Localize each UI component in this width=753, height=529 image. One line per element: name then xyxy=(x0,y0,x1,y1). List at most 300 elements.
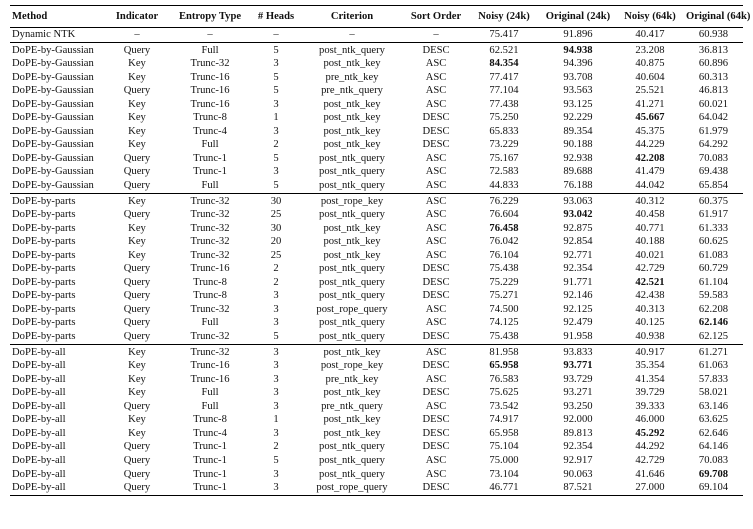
cell-method: DoPE-by-all xyxy=(12,400,66,412)
table-row xyxy=(10,303,743,317)
cell-indicator: Key xyxy=(128,249,146,261)
cell-original-64k: 64.292 xyxy=(698,139,729,151)
cell-noisy-64k: 40.917 xyxy=(616,344,684,359)
cell-entropy-type: Trunc-4 xyxy=(193,125,227,137)
cell-original-64k: 61.979 xyxy=(698,125,729,137)
cell-method: DoPE-by-parts xyxy=(12,276,76,288)
cell-heads: 3 xyxy=(273,166,279,178)
cell-criterion: post_rope_query xyxy=(316,303,388,315)
cell-noisy-64k: 42.208 xyxy=(635,152,665,164)
table-row xyxy=(10,165,743,179)
table-row xyxy=(10,111,743,125)
cell-noisy-24k: 46.771 xyxy=(468,481,540,495)
cell-criterion: – xyxy=(349,29,355,40)
cell-method: DoPE-by-Gaussian xyxy=(10,42,106,57)
cell-noisy-24k: 75.167 xyxy=(489,152,519,164)
cell-heads: 3 xyxy=(273,373,279,385)
cell-sort-order: DESC xyxy=(422,276,450,288)
cell-indicator: Query xyxy=(123,400,151,412)
cell-entropy-type: Trunc-1 xyxy=(193,152,227,164)
cell-indicator: Key xyxy=(128,414,146,426)
table-row xyxy=(10,413,743,427)
cell-heads: 3 xyxy=(273,98,279,110)
cell-original-24k: 92.229 xyxy=(563,112,593,124)
cell-method: DoPE-by-parts xyxy=(12,303,76,315)
cell-heads: 3 xyxy=(273,427,279,439)
cell-method: DoPE-by-all xyxy=(12,427,66,439)
cell-noisy-24k: 75.229 xyxy=(489,276,519,288)
cell-sort-order: ASC xyxy=(404,193,468,208)
cell-indicator: Key xyxy=(128,360,146,372)
cell-method: DoPE-by-parts xyxy=(12,249,76,261)
cell-noisy-24k: 76.458 xyxy=(489,222,519,234)
cell-original-24k: 92.875 xyxy=(563,222,593,234)
cell-criterion: post_ntk_key xyxy=(323,236,381,248)
cell-original-64k: 62.125 xyxy=(698,331,729,343)
cell-noisy-64k: 44.042 xyxy=(635,180,665,192)
cell-entropy-type: Trunc-32 xyxy=(190,222,230,234)
cell-heads: 5 xyxy=(273,85,279,97)
cell-original-24k: 89.813 xyxy=(563,427,593,439)
cell-method: DoPE-by-parts xyxy=(12,209,76,221)
table-row xyxy=(10,57,743,71)
cell-criterion: post_ntk_query xyxy=(319,180,385,192)
cell-heads: 30 xyxy=(270,222,282,234)
cell-indicator: Key xyxy=(128,98,146,110)
table-row xyxy=(10,468,743,482)
cell-original-64k: 69.708 xyxy=(698,468,729,480)
cell-original-24k: 90.188 xyxy=(563,139,593,151)
cell-original-64k: 60.938 xyxy=(698,29,729,40)
cell-entropy-type: – xyxy=(207,29,213,40)
cell-original-24k: 91.771 xyxy=(563,276,593,288)
cell-original-24k: 92.938 xyxy=(563,152,593,164)
table-group xyxy=(10,193,743,344)
cell-sort-order: ASC xyxy=(425,98,447,110)
cell-original-64k: 60.021 xyxy=(698,98,729,110)
cell-original-64k: 36.813 xyxy=(684,42,743,57)
cell-noisy-64k: 40.458 xyxy=(635,209,665,221)
cell-noisy-24k: 75.417 xyxy=(489,29,519,40)
cell-sort-order: DESC xyxy=(422,112,450,124)
cell-original-64k: 46.813 xyxy=(698,85,729,97)
cell-original-24k: 92.146 xyxy=(563,290,593,302)
table-row xyxy=(10,386,743,400)
header-indicator: Indicator xyxy=(106,6,168,28)
cell-heads: 3 xyxy=(273,290,279,302)
header-row xyxy=(10,6,743,28)
cell-noisy-24k: 65.958 xyxy=(489,360,519,372)
cell-entropy-type: Trunc-32 xyxy=(190,303,230,315)
cell-criterion: post_ntk_query xyxy=(300,42,404,57)
cell-indicator: Key xyxy=(128,427,146,439)
cell-noisy-64k: 42.521 xyxy=(635,276,665,288)
cell-method: DoPE-by-all xyxy=(12,414,66,426)
cell-original-24k: 92.479 xyxy=(563,317,593,329)
cell-sort-order: ASC xyxy=(425,222,447,234)
cell-sort-order: DESC xyxy=(422,427,450,439)
cell-entropy-type: Full xyxy=(201,139,219,151)
cell-indicator: Query xyxy=(123,441,151,453)
table-row xyxy=(10,179,743,193)
cell-heads: 20 xyxy=(270,236,282,248)
cell-method: DoPE-by-Gaussian xyxy=(12,180,94,192)
cell-indicator: Query xyxy=(106,42,168,57)
cell-original-64k: 61.271 xyxy=(684,344,743,359)
cell-heads: 25 xyxy=(270,209,282,221)
cell-criterion: post_ntk_key xyxy=(323,414,381,426)
cell-indicator: Key xyxy=(128,58,146,70)
cell-heads: 5 xyxy=(252,42,300,57)
cell-method: DoPE-by-Gaussian xyxy=(12,125,94,137)
table-row xyxy=(10,71,743,85)
cell-heads: 3 xyxy=(252,344,300,359)
cell-noisy-24k: 77.104 xyxy=(489,85,519,97)
cell-criterion: post_ntk_query xyxy=(319,454,385,466)
cell-entropy-type: Full xyxy=(201,400,219,412)
cell-criterion: pre_ntk_query xyxy=(321,400,383,412)
cell-noisy-24k: 75.104 xyxy=(489,441,519,453)
cell-sort-order: ASC xyxy=(425,166,447,178)
cell-noisy-64k: 41.646 xyxy=(635,468,665,480)
cell-noisy-24k: 65.833 xyxy=(489,125,519,137)
cell-heads: 1 xyxy=(273,112,279,124)
cell-indicator: Key xyxy=(128,125,146,137)
cell-sort-order: ASC xyxy=(425,249,447,261)
cell-noisy-24k: 73.542 xyxy=(489,400,519,412)
cell-noisy-24k: 76.229 xyxy=(468,193,540,208)
cell-original-64k: 60.625 xyxy=(698,236,729,248)
cell-method: DoPE-by-Gaussian xyxy=(12,85,94,97)
cell-entropy-type: Trunc-32 xyxy=(168,344,252,359)
cell-indicator: Key xyxy=(128,373,146,385)
cell-entropy-type: Trunc-16 xyxy=(190,263,230,275)
cell-method: DoPE-by-all xyxy=(12,454,66,466)
table-row xyxy=(10,42,743,57)
cell-original-64k: 61.917 xyxy=(698,209,729,221)
cell-original-64k: 64.146 xyxy=(698,441,729,453)
table-row xyxy=(10,98,743,112)
cell-entropy-type: Full xyxy=(168,42,252,57)
cell-method: DoPE-by-parts xyxy=(12,236,76,248)
cell-noisy-24k: 75.000 xyxy=(489,454,519,466)
cell-indicator: Query xyxy=(123,276,151,288)
table-row xyxy=(10,359,743,373)
cell-indicator: Key xyxy=(128,387,146,399)
cell-original-24k: 91.958 xyxy=(563,331,593,343)
cell-method: DoPE-by-parts xyxy=(10,193,106,208)
cell-noisy-64k: 40.313 xyxy=(635,303,665,315)
cell-method: DoPE-by-all xyxy=(10,344,106,359)
cell-entropy-type: Trunc-4 xyxy=(193,427,227,439)
results-table-container xyxy=(10,5,751,496)
cell-method: DoPE-by-parts xyxy=(12,290,76,302)
cell-sort-order: ASC xyxy=(425,303,447,315)
cell-noisy-24k: 72.583 xyxy=(489,166,519,178)
cell-method: DoPE-by-all xyxy=(12,360,66,372)
cell-sort-order: DESC xyxy=(422,360,450,372)
cell-method: Dynamic NTK xyxy=(12,29,76,40)
cell-criterion: post_ntk_query xyxy=(319,441,385,453)
cell-original-24k: 89.354 xyxy=(563,125,593,137)
cell-sort-order: DESC xyxy=(422,263,450,275)
cell-original-24k: 93.729 xyxy=(563,373,593,385)
table-row xyxy=(10,222,743,236)
header-original-24k: Original (24k) xyxy=(540,6,616,28)
cell-indicator: Key xyxy=(106,344,168,359)
cell-noisy-64k: 41.354 xyxy=(635,373,665,385)
table-row xyxy=(10,249,743,263)
table-row xyxy=(10,235,743,249)
table-row xyxy=(10,262,743,276)
cell-sort-order: ASC xyxy=(425,152,447,164)
cell-original-24k: 92.854 xyxy=(563,236,593,248)
cell-sort-order: DESC xyxy=(422,331,450,343)
cell-noisy-64k: 40.188 xyxy=(635,236,665,248)
cell-noisy-24k: 74.917 xyxy=(489,414,519,426)
table-row xyxy=(10,330,743,344)
cell-criterion: post_ntk_query xyxy=(319,263,385,275)
header-noisy-64k: Noisy (64k) xyxy=(616,6,684,28)
cell-entropy-type: Trunc-1 xyxy=(168,481,252,495)
cell-noisy-64k: 40.875 xyxy=(635,58,665,70)
cell-noisy-64k: 45.292 xyxy=(635,427,665,439)
cell-heads: 2 xyxy=(273,441,279,453)
header-criterion: Criterion xyxy=(300,6,404,28)
cell-sort-order: DESC xyxy=(422,290,450,302)
cell-noisy-24k: 81.958 xyxy=(468,344,540,359)
cell-noisy-24k: 65.958 xyxy=(489,427,519,439)
cell-heads: 5 xyxy=(273,71,279,83)
cell-sort-order: DESC xyxy=(422,139,450,151)
cell-entropy-type: Trunc-8 xyxy=(193,290,227,302)
cell-indicator: Query xyxy=(123,331,151,343)
cell-heads: 2 xyxy=(273,139,279,151)
cell-heads: 2 xyxy=(273,263,279,275)
cell-original-24k: 90.063 xyxy=(563,468,593,480)
cell-criterion: post_ntk_key xyxy=(323,222,381,234)
cell-noisy-64k: 41.479 xyxy=(635,166,665,178)
cell-noisy-24k: 44.833 xyxy=(489,180,519,192)
cell-original-64k: 57.833 xyxy=(698,373,729,385)
header-heads: # Heads xyxy=(252,6,300,28)
cell-original-64k: 63.146 xyxy=(698,400,729,412)
cell-entropy-type: Full xyxy=(201,387,219,399)
cell-sort-order: ASC xyxy=(425,85,447,97)
table-row xyxy=(10,400,743,414)
cell-noisy-64k: 23.208 xyxy=(616,42,684,57)
cell-criterion: post_ntk_key xyxy=(323,125,381,137)
cell-original-64k: 70.083 xyxy=(698,454,729,466)
cell-original-64k: 69.438 xyxy=(698,166,729,178)
cell-method: DoPE-by-all xyxy=(12,468,66,480)
cell-indicator: Key xyxy=(128,236,146,248)
cell-original-64k: 61.083 xyxy=(698,249,729,261)
cell-indicator: Key xyxy=(128,139,146,151)
table-row xyxy=(10,208,743,222)
header-method: Method xyxy=(10,6,106,28)
cell-original-64k: 69.104 xyxy=(684,481,743,495)
cell-noisy-24k: 84.354 xyxy=(489,58,519,70)
cell-noisy-24k: 73.104 xyxy=(489,468,519,480)
cell-noisy-64k: 40.021 xyxy=(635,249,665,261)
cell-indicator: Query xyxy=(106,481,168,495)
cell-noisy-64k: 39.729 xyxy=(635,387,665,399)
cell-indicator: Query xyxy=(123,209,151,221)
cell-indicator: Query xyxy=(123,317,151,329)
cell-method: DoPE-by-Gaussian xyxy=(12,71,94,83)
cell-indicator: Query xyxy=(123,303,151,315)
cell-sort-order: ASC xyxy=(425,373,447,385)
cell-method: DoPE-by-Gaussian xyxy=(12,112,94,124)
header-original-64k: Original (64k) xyxy=(684,6,743,28)
cell-original-24k: 91.896 xyxy=(563,29,593,40)
table-row xyxy=(10,276,743,290)
cell-original-24k: 93.708 xyxy=(563,71,593,83)
cell-original-64k: 59.583 xyxy=(698,290,729,302)
cell-noisy-24k: 76.042 xyxy=(489,236,519,248)
cell-noisy-64k: 42.729 xyxy=(635,263,665,275)
cell-original-64k: 70.083 xyxy=(698,152,729,164)
table-row xyxy=(10,344,743,359)
cell-noisy-24k: 73.229 xyxy=(489,139,519,151)
cell-sort-order: ASC xyxy=(425,180,447,192)
cell-entropy-type: Full xyxy=(201,180,219,192)
cell-original-24k: 92.354 xyxy=(563,263,593,275)
cell-method: DoPE-by-all xyxy=(12,441,66,453)
cell-criterion: post_ntk_key xyxy=(300,344,404,359)
table-group xyxy=(10,42,743,193)
cell-noisy-64k: 35.354 xyxy=(635,360,665,372)
cell-heads: 1 xyxy=(273,414,279,426)
cell-indicator: Key xyxy=(128,222,146,234)
cell-entropy-type: Trunc-1 xyxy=(193,454,227,466)
cell-sort-order: – xyxy=(433,29,439,40)
cell-criterion: post_ntk_key xyxy=(323,112,381,124)
cell-criterion: post_ntk_query xyxy=(319,468,385,480)
table-row xyxy=(10,440,743,454)
cell-noisy-64k: 42.729 xyxy=(635,454,665,466)
cell-original-24k: 93.042 xyxy=(563,209,593,221)
cell-method: DoPE-by-Gaussian xyxy=(12,166,94,178)
cell-original-24k: 94.938 xyxy=(540,42,616,57)
cell-method: DoPE-by-parts xyxy=(12,331,76,343)
cell-noisy-64k: 45.667 xyxy=(635,112,665,124)
cell-noisy-24k: 75.438 xyxy=(489,263,519,275)
cell-noisy-64k: 40.771 xyxy=(635,222,665,234)
header-noisy-24k: Noisy (24k) xyxy=(468,6,540,28)
cell-heads: 5 xyxy=(273,454,279,466)
cell-heads: 3 xyxy=(273,360,279,372)
cell-entropy-type: Trunc-32 xyxy=(190,236,230,248)
cell-sort-order: ASC xyxy=(425,400,447,412)
cell-original-64k: 58.021 xyxy=(698,387,729,399)
cell-entropy-type: Trunc-1 xyxy=(193,166,227,178)
cell-heads: 30 xyxy=(252,193,300,208)
cell-indicator: Query xyxy=(123,180,151,192)
cell-heads: 25 xyxy=(270,249,282,261)
header-entropy-type: Entropy Type xyxy=(168,6,252,28)
cell-method: DoPE-by-parts xyxy=(12,317,76,329)
cell-noisy-64k: 40.312 xyxy=(616,193,684,208)
cell-noisy-24k: 76.583 xyxy=(489,373,519,385)
cell-original-64k: 65.854 xyxy=(698,180,729,192)
table-row xyxy=(10,481,743,495)
cell-entropy-type: Trunc-1 xyxy=(193,468,227,480)
cell-noisy-64k: 40.604 xyxy=(635,71,665,83)
cell-criterion: post_ntk_query xyxy=(319,276,385,288)
cell-sort-order: ASC xyxy=(425,71,447,83)
cell-method: DoPE-by-all xyxy=(12,373,66,385)
table-header xyxy=(10,6,751,28)
cell-heads: 5 xyxy=(273,152,279,164)
cell-original-24k: 89.688 xyxy=(563,166,593,178)
cell-heads: 2 xyxy=(273,276,279,288)
cell-entropy-type: Full xyxy=(201,317,219,329)
cell-noisy-24k: 62.521 xyxy=(468,42,540,57)
cell-noisy-24k: 75.438 xyxy=(489,331,519,343)
cell-indicator: Query xyxy=(123,263,151,275)
cell-criterion: post_ntk_query xyxy=(319,290,385,302)
cell-original-64k: 63.625 xyxy=(698,414,729,426)
cell-original-64k: 61.333 xyxy=(698,222,729,234)
cell-original-64k: 60.375 xyxy=(684,193,743,208)
table-group xyxy=(10,344,743,495)
cell-entropy-type: Trunc-32 xyxy=(190,58,230,70)
table-row xyxy=(10,84,743,98)
cell-original-64k: 60.729 xyxy=(698,263,729,275)
cell-noisy-64k: 27.000 xyxy=(616,481,684,495)
table-row xyxy=(10,427,743,441)
cell-heads: 3 xyxy=(273,400,279,412)
cell-entropy-type: Trunc-32 xyxy=(168,193,252,208)
cell-noisy-64k: 41.271 xyxy=(635,98,665,110)
cell-noisy-64k: 46.000 xyxy=(635,414,665,426)
cell-criterion: post_ntk_key xyxy=(323,387,381,399)
cell-criterion: post_ntk_key xyxy=(323,427,381,439)
cell-heads: 3 xyxy=(273,317,279,329)
cell-method: DoPE-by-all xyxy=(12,387,66,399)
cell-original-24k: 92.354 xyxy=(563,441,593,453)
cell-criterion: post_ntk_key xyxy=(323,139,381,151)
cell-entropy-type: Trunc-8 xyxy=(193,112,227,124)
table-row xyxy=(10,373,743,387)
cell-original-24k: 92.000 xyxy=(563,414,593,426)
cell-criterion: post_ntk_query xyxy=(319,317,385,329)
cell-original-24k: 93.563 xyxy=(563,85,593,97)
cell-original-24k: 92.917 xyxy=(563,454,593,466)
table-row xyxy=(10,28,743,43)
cell-original-64k: 62.646 xyxy=(698,427,729,439)
cell-original-24k: 93.271 xyxy=(563,387,593,399)
cell-original-64k: 61.063 xyxy=(698,360,729,372)
cell-criterion: post_ntk_query xyxy=(319,152,385,164)
cell-indicator: Query xyxy=(123,468,151,480)
cell-original-24k: 93.063 xyxy=(540,193,616,208)
cell-method: DoPE-by-all xyxy=(10,481,106,495)
cell-sort-order: DESC xyxy=(422,441,450,453)
cell-criterion: post_ntk_query xyxy=(319,166,385,178)
cell-sort-order: DESC xyxy=(404,42,468,57)
results-table xyxy=(10,5,751,496)
cell-criterion: post_ntk_query xyxy=(319,209,385,221)
cell-method: DoPE-by-Gaussian xyxy=(12,58,94,70)
cell-sort-order: DESC xyxy=(422,125,450,137)
cell-entropy-type: Trunc-16 xyxy=(190,85,230,97)
cell-noisy-64k: 40.938 xyxy=(635,331,665,343)
cell-entropy-type: Trunc-16 xyxy=(190,373,230,385)
table-row xyxy=(10,152,743,166)
